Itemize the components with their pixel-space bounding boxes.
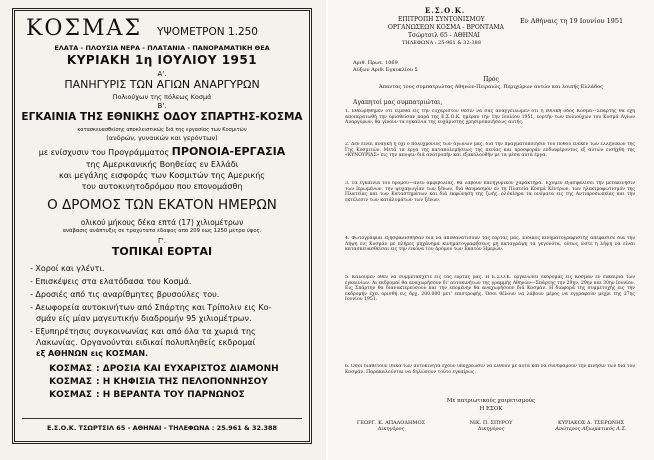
section-a-mark: Α'. [157,70,167,78]
letter-org-line: ΕΠΙΤΡΟΠΗ ΣΥΝΤΟΝΙΣΜΟΥ [398,16,485,23]
road-name: Ο ΔΡΟΜΟΣ ΤΩΝ ΕΚΑΤΟΝ ΗΜΕΡΩΝ [47,197,277,213]
poster-features: ΕΛΑΤΑ - ΠΛΟΥΣΙΑ ΝΕΡΑ - ΠΛΑΤΑΝΙΑ - ΠΑΝΟΡΑΜΑΤΙΚΗ ΘΕΑ [54,44,270,52]
festival-patrons: Πολιούχων της πόλεως Κοσμά [112,93,212,101]
letter-paragraph: 1. Εθεωρήθημεν ότι είμεθα εις την ευχάριστον θέσιν να σας αναγγείλωμεν ότι η εθνική οδός Κοσμά—Σπάρτης θα έχη αποπερατωθή την ορισθείσαν παρά της Ε.Σ.Ο.Κ. ημέραν την 1ην Ιουλίου 1951, εορτήν των πολιούχων του Κοσμά Αγίων Αναργύρων, θα γίνουν τα εγκαίνια της ευχάριστης χρησιμοποιήσεως αυτής. [345,109,635,126]
event-item: σμάν είς μίαν μαγευτικήν διαδρομήν 95 χιλιομέτρων. [36,314,252,323]
letter-closing: Με πατριωτικούς χαιρετισμούς [446,398,536,404]
slogan-row [22,390,302,400]
program-line [12,145,312,158]
letter-org-line: ΟΡΓΑΝΩΣΕΩΝ ΚΟΣΜΑ - ΒΡΟΝΤΑΜΑ [388,24,504,31]
footer-divider [22,418,302,419]
slogan-key: ΚΟΣΜΑΣ [49,390,92,400]
letter-paragraph: 3. Τα έγκαινια του δρόμου—άνευ αμφιβολίας, θα λάβουν πανηγυρικόν χαρακτήρα. Έχομεν εξασφαλίσει την μετακίνησιν των Ιερωμένων, την ψυχαγωγίαν των ξένων, διά θαυμασμόν εν τη Πλατεία Κοσμά Κέντρων, των ηλεκτροφωτισμόν της Πλατείας και των Καταστημάτων και διά εκφώνηση της ζωής, ολόκληρα τα ονόματα εις της Αντιπροσωπείας και την εκτέλεσιν των κατάλυμάτων των ξένων. [345,181,635,203]
poster-title: ΚΟΣΜΑΣ [26,16,142,41]
letter-paragraph: 6. Όσοι διαθέτουν ιδικά των αυτοκίνητα έχουν υποχρέωσιν να έλθουν με αυτά και να συνδράμουν την κίνησιν των διά τον Κοσμάν. Παρακαλούνται να δηλώσουν τούτο εγκαίρως. [345,364,635,375]
signature-block [548,420,634,432]
program-name: ΠΡΟΝΟΙΑ-ΕΡΓΑΣΙΑ [171,145,286,158]
slogan-row [22,377,302,387]
letter-org-line: Τσώρτσιλ 65 - ΑΘΗΝΑΙ [408,32,480,39]
inauguration-line: (ανδρών, γυναικών και γερόντων) [106,134,218,142]
poster-header [26,16,306,41]
letter-paragraph: 5. Καλούμεν όθεν να συμμετάσχετε εις τας εορτάς μας. Η Ε.Σ.Ο.Κ. οργανώνει εκδρομάς εις Κοσμάν εν ευκαιρία των εγκαινίων. Αι εκδρομαί θα αναχωρήσουν δι' αυτοκινήτων της γραμμής Αθηνών—Σπάρτης την 29ην, 29ην και 30ην Ιουνίου. Εις Σπάρτην θα διανυκτερεύσουν και την επομένην θα αναχωρήσουν διά Κοσμάν. Η διαφορά της συμμετοχής εις την εκδρομήν έχει ορισθή εις δρχ. 200.000 μετ' επιστροφής. Όσοι θέλουν να λάβουν μέρος να εγγραφούν μέχρι της 27ης Ιουνίου 1951. [345,275,635,303]
slogan-value: : Η ΚΗΦΙΣΙΑ ΤΗΣ ΠΕΛΟΠΟΝΝΗΣΟΥ [96,377,268,387]
letter-paragraph: 2. Δεν είναι ανάγκη η όχι ο πολυχρόνιος των αγώνων μας, διά την πραγματοποίησιν του ποθού ένεκεν των ελληνικών της Γης Κοσμιτών. Μετά τα έργα της καταπολεμήσεως της πενίας και προσφοράν ενδιαφέροντος εξ αυτών εισήχθη της «ΚΥΝΟΥΡΙΑΣ» εις την αποψιν διά ανατροπήν και εξακολουθήν με τα μέσα αυτά έργα. [345,142,635,159]
program-intro: με ενίσχυσιν του Προγράμματος [38,148,170,157]
poster-date: ΚΥΡΙΑΚΗ 1η ΙΟΥΛΙΟΥ 1951 [66,53,258,67]
letter-date: Εν Αθήναις τη 19 Ιουνίου 1951 [520,17,624,25]
event-item: - Αεωφορεία αυτοκινήτων από Σπάρτης και Τρίπολιν εις Κο- [30,303,272,312]
signature-role: Δικηγόρος [377,426,405,432]
road-length: ολικού μήκους δέκα επτά (17) χιλιομέτρων [80,218,244,227]
letter-org: Ε.Σ.Ο.Κ. [425,6,466,15]
event-item: - Δροσιές από τις αναρίθμητες βρυσούλες του. [30,290,220,299]
signature-role: Δικηγόρος [477,426,505,432]
events-heading: ΤΟΠΙΚΑΙ ΕΟΡΤΑΙ [111,245,213,258]
section-c-mark: Γ'. [157,237,167,245]
inauguration-line: κατασκευασθείσης αποκλειστικώς διά της εργασίας των Κοσμιτών [77,127,247,133]
slogan-row [22,364,302,374]
event-item: Λακωνίας. Οργανούνται ειδικαί πολυπληθείς εκδρομαί [36,338,256,347]
inauguration-heading: ΕΓΚΑΙΝΙΑ ΤΗΣ ΕΘΝΙΚΗΣ ΟΔΟΥ ΣΠΑΡΤΗΣ-ΚΟΣΜΑ [21,111,303,123]
letter-to-word: Πρός [483,76,499,83]
inauguration-line: και μεγάλης εισφοράς των Κοσμιτών της Αμερικής [59,171,265,180]
signature-name: ΚΥΡΙΑΚΟΣ Δ. ΤΣΕΡΩΝΗΣ [557,420,625,426]
event-item: - Επισκέψεις στα ελατόδασα του Κοσμά. [30,277,192,286]
event-item: εξ ΑΘΗΝΩΝ εις ΚΟΣΜΑΝ. [36,349,149,358]
inauguration-line: του αυτοκινητοδρόμου που επονομάσθη [81,182,243,191]
section-b-mark: Β'. [157,102,167,110]
poster-altitude: ΥΨΟΜΕΤΡΟΝ 1.250 [157,26,258,38]
signature-name: ΓΕΩΡΓ. Κ. ΑΠΑΛΟΔΗΜΟΣ [356,420,426,426]
festival-heading: ΠΑΝΗΓΥΡΙΣ ΤΩΝ ΑΓΙΩΝ ΑΝΑΡΓΥΡΩΝ [64,78,260,91]
road-ascent: ανάβασις ανάπτυξις σε τραχύτατο έδαφος από 209 έως 1250 μέτρα ύψος. [62,228,262,234]
slogan-key: ΚΟΣΜΑΣ [49,377,92,387]
slogan-value: : Η ΒΕΡΑΝΤΑ ΤΟΥ ΠΑΡΝΩΝΟΣ [96,390,245,400]
letter-closing-org: Η ΕΣΟΚ [479,406,503,412]
slogan-key: ΚΟΣΜΑΣ [49,364,92,374]
event-item: - Χοροί και γλέντι. [30,264,105,273]
signature-name: ΝΙΚ. Π. ΣΠΥΡΟΥ [469,420,513,426]
poster-footer: Ε.Σ.Ο.Κ. ΤΣΩΡΤΣΙΛ 65 - ΑΘΗΝΑΙ - ΤΗΛΕΦΩΝΑ : 25.961 & 32.388 [46,424,278,432]
letter-to-line: Άπαντας τους συμπατριώτας Αθηνών-Πειραιώς, Περιχώρων αυτών και λοιπής Ελλάδος [379,84,603,90]
letter-greeting: Αγαπητοί μας συμπατριώται, [353,99,443,106]
slogan-value: : ΔΡΟΣΙΑ ΚΑΙ ΕΥΧΑΡΙΣΤΟΣ ΔΙΑΜΟΝΗ [96,364,279,374]
letter-ref: Αύξων Αριθ. Εγκυκλίου 5 [353,67,418,73]
signature-role: Ανώτερος Αξιωματικός Λ.Σ. [555,426,627,432]
letter-paragraph: 4. Φωτογραφίαι εξησφαλίσθησαν διά να αποθανατίσουν τας εορτάς μας. Ειδικός κινηματογραφιστής απεφάσισε διά την Λήψη εις Κοσμάν με πλήρες μηχάνημα κινηματογραφήσεως μη καταγράψη τα γεγονότα, ούτως ώστε η λήψη να είναι κατασκευασθείσαι εις την εικόνα του Δρόμου των Εκατόν Ημερών. [345,236,635,253]
signature-block [448,420,534,432]
event-item: - Εξυπηρέτησις συγκοινωνίας και από όλα τα χωριά της [30,327,256,336]
letter-org-line: ΤΗΛΕΦΩΝΑ : 25-961 & 32-388 [402,40,481,46]
signature-block [348,420,434,432]
inauguration-line: της Αμερικανικής Βοηθείας εν Ελλάδι [85,160,239,169]
letter-ref: Αριθ. Πρωτ. 1069 [353,60,398,66]
